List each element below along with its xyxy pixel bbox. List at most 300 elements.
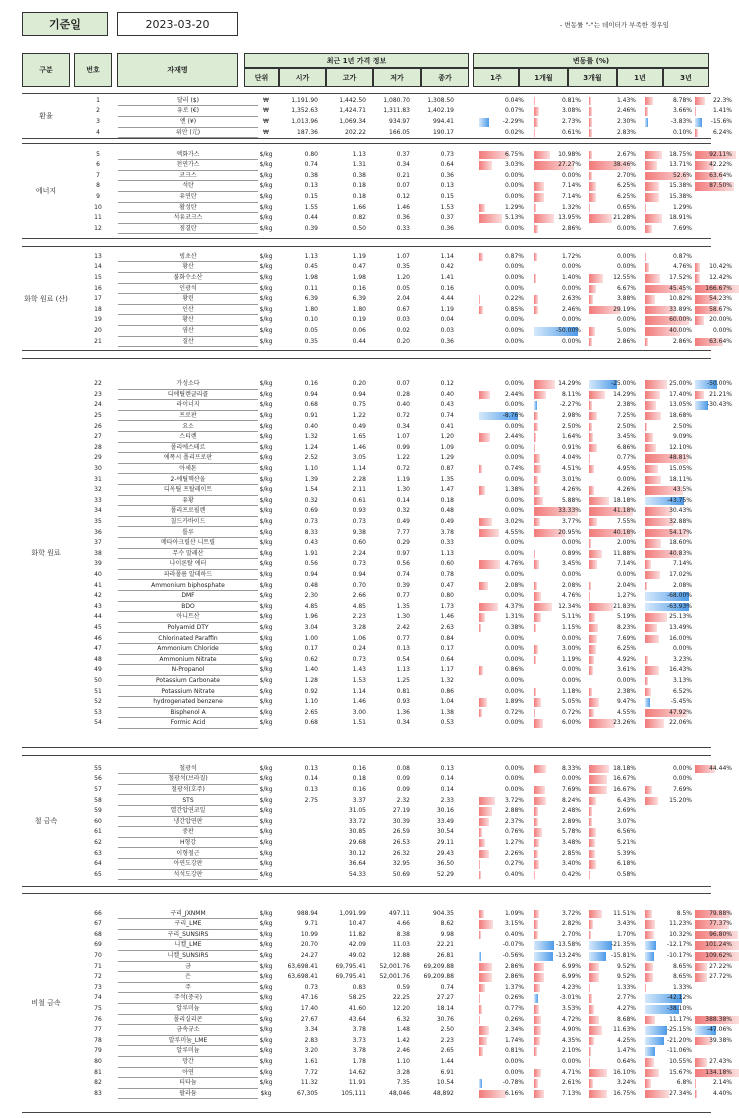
high-price: 33.72	[348, 817, 366, 825]
low-price: 0.21	[396, 171, 410, 179]
unit-cell: $/kg	[259, 214, 273, 222]
row-number: 36	[94, 528, 102, 536]
change-value: 2.34%	[504, 1026, 524, 1034]
change-bar	[589, 401, 592, 410]
change-value: 1.74%	[504, 1036, 524, 1044]
open-price: 1,013.96	[291, 118, 318, 125]
table-row	[22, 106, 732, 117]
material-name: 황산	[118, 315, 258, 326]
change-cell	[645, 718, 695, 729]
high-price: 49.02	[348, 952, 366, 959]
high-price: 1.14	[352, 464, 366, 472]
change-bar	[645, 507, 672, 516]
change-cell	[589, 443, 639, 454]
change-cell	[589, 940, 639, 951]
change-cell	[479, 224, 527, 235]
table-row	[22, 549, 711, 560]
change-bar	[589, 839, 595, 848]
row-number: 81	[94, 1068, 102, 1076]
col-1y: 1년	[617, 68, 663, 87]
change-value: 0.00%	[504, 263, 524, 271]
change-bar	[534, 118, 538, 127]
change-cell	[695, 827, 735, 838]
change-cell	[534, 676, 584, 687]
high-price: 1.13	[352, 150, 366, 158]
table-row	[22, 326, 732, 337]
change-cell	[479, 390, 527, 401]
change-bar	[534, 391, 546, 400]
change-value: 4.37%	[504, 602, 524, 610]
open-price	[274, 859, 318, 870]
material-name: 나이론탈 에터	[118, 559, 258, 570]
change-value: -15.81%	[610, 952, 636, 959]
unit-cell: $/kg	[259, 698, 273, 706]
change-cell	[479, 485, 527, 496]
change-cell	[645, 117, 695, 128]
material-name: Ammonium biphosphate	[118, 581, 258, 592]
col-price-group: 최근 1년 가격 정보	[244, 53, 469, 68]
change-cell	[645, 192, 695, 203]
close-price: 0.53	[440, 719, 454, 727]
change-value: 2.50%	[672, 422, 692, 430]
change-cell	[534, 940, 584, 951]
change-bar	[589, 775, 607, 784]
open-price: 1.13	[304, 252, 318, 260]
change-value: 54.17%	[669, 528, 692, 536]
material-name: 라이너지	[118, 400, 258, 411]
change-value: 3.53%	[561, 1005, 581, 1012]
change-cell	[695, 192, 735, 203]
change-bar	[589, 582, 591, 591]
high-price: 0.94	[352, 570, 366, 578]
change-cell	[645, 983, 695, 994]
row-number: 25	[94, 411, 102, 419]
table-row	[22, 785, 711, 796]
change-cell	[589, 785, 639, 796]
material-name: 은	[118, 972, 258, 983]
unit-cell: $/kg	[259, 655, 273, 663]
row-number: 35	[94, 517, 102, 525]
change-value: 10.98%	[558, 150, 581, 158]
change-bar	[534, 963, 544, 972]
change-bar	[589, 666, 593, 675]
row-number: 65	[94, 870, 102, 878]
material-name: 구리_LME	[118, 919, 258, 930]
table-row	[22, 506, 711, 517]
change-cell	[534, 106, 584, 117]
change-value: 10.32%	[669, 930, 692, 938]
change-value: 21.28%	[613, 214, 636, 222]
open-price: 1.40	[304, 666, 318, 674]
change-value: 2.04%	[616, 581, 636, 589]
change-bar	[589, 719, 615, 728]
close-price: 1.14	[440, 252, 454, 260]
change-cell	[534, 284, 584, 295]
open-price: 0.94	[304, 570, 318, 578]
change-cell	[479, 326, 527, 337]
change-value: 0.00%	[712, 327, 732, 334]
close-price: 0.60	[440, 560, 454, 568]
change-value: 1.37%	[504, 983, 524, 991]
high-price: 0.93	[352, 507, 366, 515]
section-name: 철 금속	[34, 817, 58, 825]
change-value: 4.27%	[616, 1005, 636, 1012]
open-price: 1.96	[304, 613, 318, 621]
open-price	[274, 870, 318, 881]
high-price: 2.66	[352, 592, 366, 600]
high-price: 30.85	[348, 828, 366, 836]
unit-cell: $/kg	[259, 454, 273, 462]
table-row	[22, 1078, 732, 1089]
change-value: 0.00%	[561, 775, 581, 783]
low-price: 1.10	[396, 1058, 410, 1065]
unit-cell: $/kg	[259, 817, 273, 825]
section-3	[22, 358, 732, 748]
change-cell	[534, 827, 584, 838]
material-name: Ammonium Nitrate	[118, 655, 258, 666]
open-price: 47.16	[300, 994, 318, 1002]
change-cell	[479, 581, 527, 592]
change-cell	[695, 764, 735, 775]
row-number: 14	[94, 263, 102, 271]
open-price: 27.67	[300, 1015, 318, 1023]
close-price: 0.74	[440, 983, 454, 991]
open-price: 0.94	[304, 390, 318, 398]
open-price: 0.69	[304, 507, 318, 515]
change-value: 8.23%	[616, 623, 636, 631]
change-cell	[534, 432, 584, 443]
table-row	[22, 817, 711, 828]
row-number: 53	[94, 708, 102, 716]
close-price: 1.73	[440, 602, 454, 610]
change-value: 0.00%	[504, 327, 524, 334]
high-price: 0.73	[352, 655, 366, 663]
change-value: 6.75%	[504, 150, 524, 158]
change-cell	[589, 1046, 639, 1057]
change-value: 2.50%	[616, 422, 636, 430]
change-value: 32.88%	[669, 517, 692, 525]
open-price: 2.30	[304, 592, 318, 600]
table-row	[22, 1046, 711, 1057]
change-cell	[589, 192, 639, 203]
change-value: 16.67%	[613, 775, 636, 783]
change-value: 3.66%	[672, 107, 692, 115]
change-cell	[695, 870, 735, 881]
table-row	[22, 496, 711, 507]
high-price: 42.09	[348, 941, 366, 949]
material-name: 황린	[118, 294, 258, 305]
material-name: 아연도강판	[118, 859, 258, 870]
table-row	[22, 838, 711, 849]
change-cell	[695, 422, 735, 433]
change-cell	[589, 962, 639, 973]
change-cell	[479, 1004, 527, 1015]
change-cell	[479, 817, 527, 828]
change-value: 96.80%	[709, 930, 732, 938]
material-name: 에폭시 폴리프로판	[118, 453, 258, 464]
change-value: -50.00%	[555, 327, 581, 334]
change-cell	[589, 1004, 639, 1015]
material-name: 천연가스	[118, 160, 258, 171]
change-value: 1.89%	[504, 698, 524, 706]
change-bar	[534, 807, 538, 816]
row-number: 80	[94, 1058, 102, 1065]
row-number: 21	[94, 337, 102, 345]
material-name: 알루미늄_LME	[118, 1036, 258, 1047]
change-bar	[645, 1037, 664, 1046]
close-price: 0.47	[440, 581, 454, 589]
change-bar	[479, 1090, 506, 1099]
change-cell	[589, 262, 639, 273]
change-cell	[534, 181, 584, 192]
unit-cell: $/kg	[259, 182, 273, 190]
change-bar	[645, 613, 667, 622]
change-cell	[589, 150, 639, 161]
open-price	[274, 827, 318, 838]
low-price: 1.30	[396, 613, 410, 621]
change-value: -21.35%	[610, 941, 636, 949]
close-price: 2.23	[440, 1036, 454, 1044]
change-cell	[534, 1068, 584, 1079]
change-value: 8.11%	[561, 390, 581, 398]
high-price: 0.82	[352, 214, 366, 222]
change-cell	[534, 623, 584, 634]
change-value: 7.25%	[616, 411, 636, 419]
low-price: 0.12	[396, 193, 410, 200]
low-price: 1.46	[396, 203, 410, 211]
change-value: 0.00%	[504, 719, 524, 727]
change-cell	[534, 213, 584, 224]
change-bar	[479, 910, 484, 919]
change-cell	[695, 315, 735, 326]
open-price: 9.71	[304, 920, 318, 928]
change-value: 77.37%	[709, 920, 732, 928]
change-value: 0.00%	[504, 507, 524, 515]
change-value: 5.88%	[561, 496, 581, 504]
change-value: 27.72%	[709, 973, 732, 981]
table-row	[22, 315, 732, 326]
change-value: 2.86%	[504, 962, 524, 970]
unit-cell: $/kg	[259, 316, 273, 324]
change-cell	[645, 655, 695, 666]
unit-cell: $/kg	[259, 920, 273, 928]
change-bar	[534, 465, 541, 474]
change-cell	[534, 796, 584, 807]
change-cell	[479, 930, 527, 941]
high-price: 3.00	[352, 708, 366, 716]
close-price: 3.78	[440, 528, 454, 536]
change-bar	[479, 818, 489, 827]
unit-cell: $/kg	[259, 1058, 273, 1065]
change-value: 40.00%	[669, 327, 692, 334]
change-bar	[479, 698, 487, 707]
open-price: 1.00	[304, 634, 318, 642]
change-cell	[589, 1068, 639, 1079]
change-cell	[695, 443, 735, 454]
change-cell	[695, 612, 735, 623]
change-cell	[534, 171, 584, 182]
change-value: -3.01%	[559, 994, 581, 1002]
change-value: 7.14%	[672, 560, 692, 568]
change-bar	[534, 214, 554, 223]
row-number: 57	[94, 785, 102, 793]
material-name: 엔 (¥)	[118, 117, 258, 128]
low-price: 0.39	[396, 581, 410, 589]
change-cell	[589, 294, 639, 305]
change-cell	[534, 400, 584, 411]
change-bar	[695, 1090, 697, 1099]
change-cell	[695, 213, 735, 224]
low-price: 0.34	[396, 719, 410, 727]
change-cell	[645, 496, 695, 507]
row-number: 6	[96, 161, 100, 169]
change-cell	[645, 262, 695, 273]
change-cell	[589, 538, 639, 549]
change-value: 0.00%	[672, 775, 692, 783]
change-bar	[534, 941, 554, 950]
table-row	[22, 849, 711, 860]
change-bar	[645, 107, 648, 116]
open-price: 1.10	[304, 698, 318, 706]
change-value: -63.93%	[666, 602, 692, 610]
change-value: 11.51%	[613, 909, 636, 917]
material-name: 2-에틸헥산올	[118, 475, 258, 486]
change-value: 52.6%	[672, 171, 692, 179]
material-name: 구리_JXNMM	[118, 909, 258, 920]
table-row	[22, 718, 711, 729]
close-price: 26.81	[436, 952, 454, 959]
change-bar	[479, 963, 492, 972]
change-bar	[645, 797, 658, 806]
base-date-value[interactable]: 2023-03-20	[117, 12, 238, 36]
table-row	[22, 213, 711, 224]
material-name: 망간	[118, 1057, 258, 1068]
low-price: 0.72	[396, 411, 410, 419]
change-value: 0.81%	[561, 96, 581, 104]
change-cell	[645, 940, 695, 951]
change-bar	[479, 973, 492, 982]
change-cell	[645, 506, 695, 517]
open-price: 0.05	[304, 327, 318, 334]
change-cell	[534, 326, 584, 337]
unit-cell: $/kg	[259, 411, 273, 419]
open-price: 63,698.41	[287, 962, 318, 970]
close-price: 1.09	[440, 443, 454, 451]
change-value: 4.76%	[672, 263, 692, 271]
change-value: 41.18%	[613, 507, 636, 515]
change-value: 0.81%	[504, 1047, 524, 1055]
row-number: 39	[94, 560, 102, 568]
change-bar	[534, 295, 538, 304]
unit-cell: $/kg	[259, 828, 273, 836]
close-price: 1.29	[440, 454, 454, 462]
change-cell	[589, 665, 639, 676]
change-bar	[479, 465, 482, 474]
close-price: 69,209.88	[423, 962, 454, 970]
row-number: 63	[94, 849, 102, 857]
unit-cell: $/kg	[259, 581, 273, 589]
change-value: 18.18%	[613, 764, 636, 772]
row-number: 67	[94, 920, 102, 928]
high-price: 3.73	[352, 1036, 366, 1044]
note-text: - 변동률 "-"는 데이터가 부족한 경우임	[560, 21, 669, 29]
open-price: 0.16	[304, 380, 318, 388]
change-value: 27.43%	[709, 1058, 732, 1065]
table-row	[22, 993, 711, 1004]
close-price: 52.29	[436, 870, 454, 878]
close-price: 0.49	[440, 517, 454, 525]
change-value: 40.83%	[669, 549, 692, 557]
change-value: 0.00%	[561, 284, 581, 292]
change-value: 166.67%	[705, 284, 732, 292]
change-value: 6.56%	[616, 828, 636, 836]
change-cell	[645, 432, 695, 443]
close-price: 0.84	[440, 634, 454, 642]
change-bar	[534, 476, 538, 485]
change-bar	[479, 433, 490, 442]
change-cell	[589, 591, 639, 602]
change-cell	[645, 305, 695, 316]
change-value: 6.24%	[712, 128, 732, 136]
change-cell	[534, 1057, 584, 1068]
open-price: 0.68	[304, 401, 318, 409]
high-price: 1,424.71	[339, 107, 366, 115]
change-cell	[534, 294, 584, 305]
change-value: 54.23%	[709, 295, 732, 303]
change-cell	[695, 919, 735, 930]
low-price: 6.32	[396, 1015, 410, 1023]
change-cell	[695, 390, 735, 401]
section-name: 화학 원료 (산)	[24, 294, 68, 303]
change-value: 4.40%	[712, 1089, 732, 1097]
change-cell	[589, 919, 639, 930]
high-price: 1.78	[352, 1058, 366, 1065]
change-cell	[479, 96, 527, 107]
unit-cell: $/kg	[259, 475, 273, 483]
change-value: 0.00%	[504, 1068, 524, 1076]
change-cell	[479, 262, 527, 273]
table-row	[22, 962, 732, 973]
unit-cell: $/kg	[259, 337, 273, 345]
change-value: 4.76%	[561, 592, 581, 600]
unit-cell: $/kg	[259, 687, 273, 695]
change-bar	[479, 518, 492, 527]
change-value: 3.15%	[504, 920, 524, 928]
change-bar	[589, 645, 596, 654]
change-value: -8.76%	[502, 411, 524, 419]
table-row	[22, 774, 711, 785]
change-cell	[479, 849, 527, 860]
change-value: 14.29%	[613, 390, 636, 398]
change-cell	[695, 284, 735, 295]
col-low: 저가	[373, 68, 421, 87]
change-bar	[695, 129, 698, 138]
change-value: 16.00%	[669, 634, 692, 642]
section-4	[22, 755, 732, 887]
row-number: 74	[94, 994, 102, 1002]
change-value: 2.44%	[504, 433, 524, 441]
change-cell	[695, 475, 735, 486]
close-price: 8.62	[440, 920, 454, 928]
table-row	[22, 117, 732, 128]
change-cell	[479, 940, 527, 951]
change-bar	[589, 285, 596, 294]
low-price: 0.33	[396, 224, 410, 232]
change-cell	[589, 485, 639, 496]
high-price: 0.16	[352, 785, 366, 793]
change-cell	[645, 849, 695, 860]
change-value: 18.91%	[669, 214, 692, 222]
